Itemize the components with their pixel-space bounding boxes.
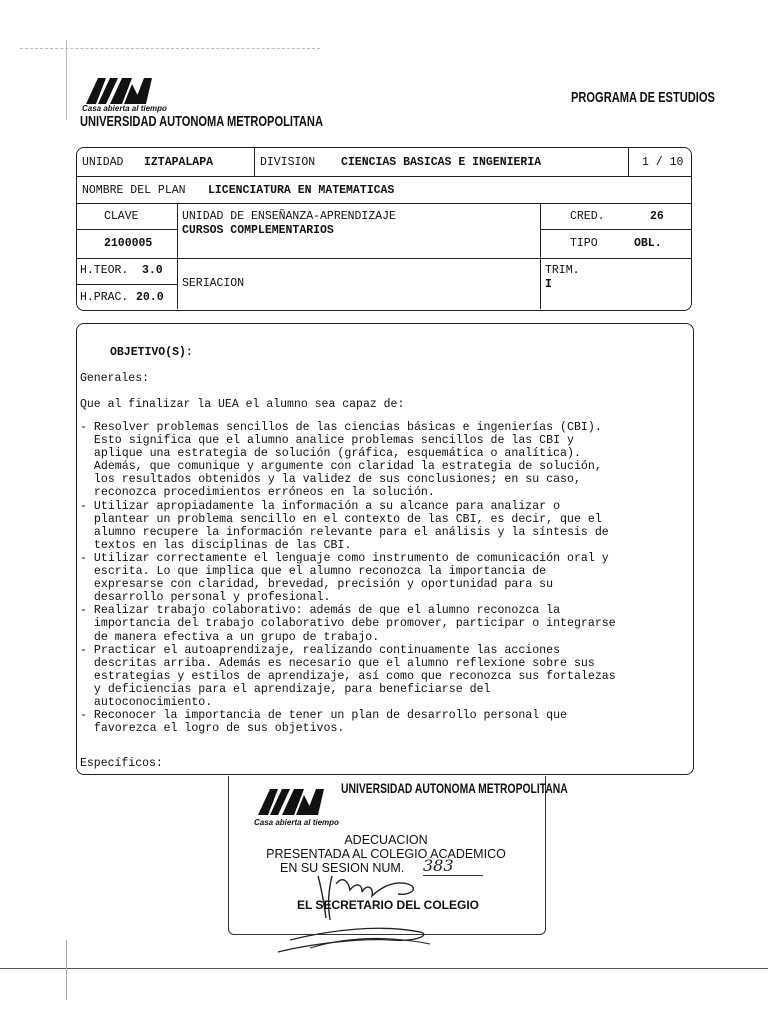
objective-line: - Utilizar correctamente el lenguaje como instrumento de comunicación oral y — [80, 551, 609, 565]
objective-line: Además, que comunique y argumente con claridad la estrategia de solución, — [80, 460, 602, 474]
hprac-label: H.PRAC. — [80, 291, 129, 304]
objective-line: aplique una estrategia de solución (gráfica, esquemática o analítica). — [80, 447, 581, 461]
objective-line: expresarse con claridad, brevedad, precisión y oportunidad para su — [80, 578, 554, 592]
objective-line: escrita. Lo que implica que el alumno reconozca la importancia de — [80, 565, 547, 579]
col-divider — [177, 203, 178, 309]
uea-label: UNIDAD DE ENSEÑANZA-APRENDIZAJE — [182, 210, 396, 223]
signature — [270, 870, 470, 960]
objective-line: - Resolver problemas sencillos de las ciencias básicas e ingenierías (CBI). — [80, 421, 602, 434]
tipo-value: OBL. — [634, 237, 662, 250]
stamp-motto: Casa abierta al tiempo — [254, 818, 339, 827]
stamp-signer: EL SECRETARIO DEL COLEGIO — [296, 898, 480, 912]
objective-line: - Practicar el autoaprendizaje, realizando continuamente las acciones — [80, 643, 561, 657]
row-divider — [77, 229, 177, 230]
col-divider — [628, 148, 629, 176]
objective-line: autoconocimiento. — [80, 695, 213, 709]
document-type-title: PROGRAMA DE ESTUDIOS — [571, 89, 715, 106]
objective-line: textos en las disciplinas de las CBI. — [80, 538, 352, 552]
row-divider — [77, 258, 691, 259]
stamp-line-sesion: EN SU SESION NUM. — [280, 861, 405, 875]
stamp-university-name: UNIVERSIDAD AUTONOMA METROPOLITANA — [341, 780, 568, 796]
uam-logo — [84, 76, 154, 106]
objective-line: - Reconocer la importancia de tener un plan de desarrollo personal que — [80, 709, 568, 723]
col-divider — [540, 203, 541, 309]
specific-label: Específicos: — [80, 757, 163, 770]
objective-line: plantear un problema sencillo en el contexto de las CBI, es decir, que el — [80, 512, 602, 526]
objective-line: alumno recupere la información relevante para el análisis y la síntesis de — [80, 525, 609, 539]
division-value: CIENCIAS BASICAS E INGENIERIA — [341, 156, 542, 169]
session-number: 383 — [423, 856, 483, 876]
objective-line: desarrollo personal y profesional. — [80, 591, 331, 605]
objective-line: importancia del trabajo colaborativo debe promover, participar o integrarse — [80, 617, 616, 631]
objective-line: y deficiencias para el aprendizaje, para beneficiarse del — [80, 682, 491, 696]
cred-label: CRED. — [570, 210, 605, 223]
hteor-value: 3.0 — [142, 264, 163, 277]
clave-label: CLAVE — [104, 210, 139, 223]
clave-value: 2100005 — [104, 237, 153, 250]
cred-value: 26 — [650, 210, 664, 223]
objective-line: favorezca el logro de sus objetivos. — [80, 722, 345, 736]
row-divider — [540, 229, 691, 230]
plan-label: NOMBRE DEL PLAN — [82, 184, 186, 197]
general-label: Generales: — [80, 372, 150, 385]
objectives-title: OBJETIVO(S): — [110, 346, 193, 359]
col-divider — [254, 148, 255, 176]
stamp-line-presentada: PRESENTADA AL COLEGIO ACADEMICO — [266, 847, 506, 861]
trim-value: I — [545, 278, 552, 291]
unidad-label: UNIDAD — [82, 156, 124, 169]
margin-line-top — [66, 40, 67, 120]
seriacion-label: SERIACION — [182, 277, 245, 290]
objectives-list — [80, 421, 692, 735]
objective-line: - Utilizar apropiadamente la información a su alcance para analizar o — [80, 499, 561, 513]
tipo-label: TIPO — [570, 237, 598, 250]
uea-value: CURSOS COMPLEMENTARIOS — [182, 224, 334, 237]
division-label: DIVISION — [260, 156, 316, 169]
objective-line: reconozca procedimientos erróneos en la solución. — [80, 486, 435, 500]
objective-line: de manera efectiva a un grupo de trabajo. — [80, 630, 380, 644]
stamp-line-adecuacion: ADECUACION — [344, 833, 428, 847]
row-divider — [77, 203, 691, 204]
objectives-intro: Que al finalizar la UEA el alumno sea capaz de: — [80, 398, 405, 411]
plan-value: LICENCIATURA EN MATEMATICAS — [208, 184, 395, 197]
margin-line-bottom — [66, 940, 67, 1000]
row-divider — [77, 284, 177, 285]
scan-artifact — [20, 48, 320, 50]
hprac-value: 20.0 — [136, 291, 164, 304]
objective-line: estrategias y estilos de aprendizaje, así como que reconozca sus fortalezas — [80, 669, 616, 683]
objective-line: Esto significa que el alumno analice problemas sencillos de las CBI y — [80, 434, 574, 448]
hteor-label: H.TEOR. — [80, 264, 129, 277]
trim-label: TRIM. — [545, 264, 580, 277]
objective-line: - Realizar trabajo colaborativo: además de que el alumno reconozca la — [80, 604, 561, 618]
unidad-value: IZTAPALAPA — [144, 156, 214, 169]
header-motto: Casa abierta al tiempo — [82, 104, 167, 113]
objective-line: descritas arriba. Además es necesario que el alumno reflexione sobre sus — [80, 656, 595, 670]
page-bottom-line — [0, 968, 768, 969]
row-divider — [77, 176, 691, 177]
stamp-logo — [256, 787, 326, 817]
header-university-name: UNIVERSIDAD AUTONOMA METROPOLITANA — [80, 113, 323, 130]
objective-line: los resultados obtenidos y la validez de sus conclusiones; en su caso, — [80, 473, 581, 487]
page-number: 1 / 10 — [642, 156, 684, 169]
